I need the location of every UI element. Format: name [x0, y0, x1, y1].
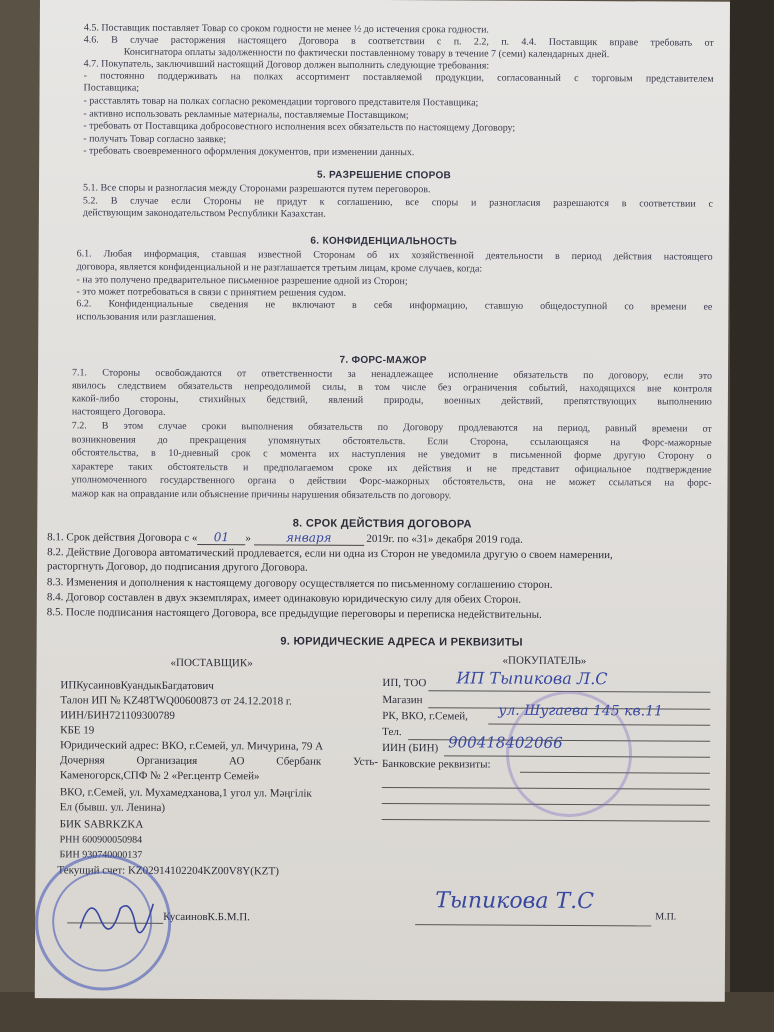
buyer-tel-label: Тел. [382, 725, 402, 739]
clause-4-6-cont: Консигнатора оплаты задолженности по фактически поставленному товару в течение 7 (семи) календарных дней. [123, 46, 610, 61]
buyer-iin-value: 900418402066 [448, 733, 563, 752]
clause-5-2-cont: действующим законодательством Республики Казахстан. [82, 207, 326, 220]
clause-4-6: 4.6. В случае расторжения настоящего Договора в соответствии с п. 2.2, п. 4.4. Поставщик вправе требовать от [83, 34, 714, 49]
force-majeure-line-6: возникновения до прекращения упомянутых обстоятельств. Если Сторона, ссылающаяся на Форс-мажорные [71, 434, 712, 449]
supplier-signer: КусаиновК.Б.М.П. [163, 910, 250, 924]
supplier-name: ИПКусаиновКуандыкБагдатович [60, 679, 214, 693]
clause-8-5: 8.5. После подписания настоящего Договора, все предыдущие переговоры и переписка недействительны. [46, 606, 542, 621]
bullet-4: - требовать от Поставщика добросовестного исполнения всех обязательств по настоящему Договору; [83, 120, 516, 134]
clause-5-2: 5.2. В случае если Стороны не придут к соглашению, все споры и разногласия разрешаются в соответствии с [82, 195, 713, 210]
section-8-title: 8. СРОК ДЕЙСТВИЯ ДОГОВОРА [292, 517, 472, 531]
supplier-bank: Дочерняя Организация АО Сбербанк Усть- [59, 754, 379, 768]
clause-6-2-cont: использования или разглашения. [76, 311, 217, 324]
buyer-bank-line-4 [382, 819, 710, 822]
clause-8-2-cont: расторгнуть Договор, до подписания другого Договора. [46, 560, 308, 574]
buyer-signature: Тыпикова Т.С [435, 888, 595, 915]
bullet-6: - требовать своевременного оформления документов, при изменении данных. [83, 145, 415, 159]
supplier-bik: БИК SABRKZKA [59, 818, 144, 831]
clause-8-3: 8.3. Изменения и дополнения к настоящему договору осуществляется по письменному соглашению сторон. [46, 576, 553, 591]
force-majeure-line-1: 7.1. Стороны освобождаются от ответственности за ненадлежащее исполнение обязательств по договору, если это [72, 367, 713, 382]
supplier-bank-address: ВКО, г.Семей, ул. Мухамедханова,1 угол ул. Мәңгілік [59, 786, 312, 800]
supplier-address: Юридический адрес: ВКО, г.Семей, ул. Мичурина, 79 А [60, 739, 324, 753]
clause-4-7: 4.7. Покупатель, заключивший настоящий Договор должен выполнить следующие требования: [83, 58, 490, 72]
supplier-bank-address-cont: Ел (бывш. ул. Ленина) [59, 801, 166, 814]
section-5-title: 5. РАЗРЕШЕНИЕ СПОРОВ [317, 169, 452, 182]
background-right [730, 0, 774, 1032]
section-9-title: 9. ЮРИДИЧЕСКИЕ АДРЕСА И РЕКВИЗИТЫ [280, 635, 523, 649]
bullet-3: - активно использовать рекламные материалы, поставляемые Поставщиком; [83, 108, 409, 122]
force-majeure-line-3: какой-либо стороны, стихийных бедствий, явлений природы, военных действий, препятствующих выполнению [71, 393, 712, 408]
supplier-iin: ИИН/БИН721109300789 [60, 709, 175, 722]
force-majeure-line-5: 7.2. В этом случае сроки выполнения обязательств по Договору продлеваются на период, равный времени от [71, 420, 712, 435]
buyer-stamp [506, 691, 633, 818]
supplier-signature [75, 888, 155, 938]
clause-6-1: 6.1. Любая информация, ставшая известной Сторонам об их хозяйственной деятельности в период действия настоящего [76, 248, 713, 263]
clause-6-2: 6.2. Конфиденциальные сведения не включают в себя информацию, ставшую общедоступной со времени ее [76, 298, 713, 313]
bullet-2: - расставлять товар на полках согласно рекомендации торгового представителя Поставщика; [83, 95, 479, 109]
clause-8-1 [47, 530, 711, 547]
term-suffix: 2019г. по «31» декабря 2019 года. [366, 532, 523, 546]
clause-8-2: 8.2. Действие Договора автоматический продлевается, если ни одна из Сторон не уведомила другую о своем намерении, [47, 546, 613, 562]
supplier-rnn: РНН 600900050984 [59, 834, 143, 846]
term-prefix: 8.1. Срок действия Договора с « [47, 531, 198, 545]
bullet-5: - получать Товар согласно заявке; [83, 133, 227, 146]
buyer-mp: М.П. [655, 911, 677, 923]
supplier-bank-cont: Каменогорск,СПФ № 2 «Рег.центр Семей» [59, 769, 260, 783]
clause-8-4: 8.4. Договор составлен в двух экземплярах, имеет одинаковую юридическую силу для обеих Сторон. [46, 591, 522, 606]
buyer-rk-value: ул. Шугаева 145 кв.11 [498, 702, 663, 720]
handwritten-month: января [285, 530, 332, 545]
force-majeure-line-7: обстоятельства, в 10-дневный срок с момента их наступления не уведомит в письменной форме другую Сторону о [71, 447, 712, 462]
buyer-rk-label: РК, ВКО, г.Семей, [382, 709, 468, 723]
section-6-title: 6. КОНФИДЕНЦИАЛЬНОСТЬ [310, 235, 458, 248]
clause-6-1-cont: договора, является конфиденциальной и не разглашается третьим лицам, кроме случаев, когда: [76, 261, 483, 275]
supplier-talon: Талон ИП № KZ48TWQ00600873 от 24.12.2018 г. [60, 694, 292, 708]
bullet-1: - постоянно поддерживать на полках ассортимент поставляемой продукции, согласованный с торговым представителем [83, 70, 714, 85]
section-7-title: 7. ФОРС-МАЖОР [339, 354, 427, 367]
force-majeure-line-10: мажор как на оправдание или объяснение причины нарушения обязательств по договору. [71, 488, 452, 502]
bullet-6-a: - на это получено предварительное письменное разрешение одной из Сторон; [76, 274, 408, 288]
bullet-6-b: - это может потребоваться в связи с принятием решения судом. [76, 286, 347, 299]
buyer-iin-label: ИИН (БИН) [382, 741, 439, 755]
buyer-ip-label: ИП, ТОО [382, 676, 427, 690]
buyer-signature-line [415, 924, 651, 926]
supplier-bin: БИН 930740000137 [59, 849, 143, 861]
buyer-bank-label: Банковские реквизиты: [381, 757, 491, 771]
force-majeure-line-2: явилось следствием обязательств непреодолимой силы, в том числе без ограничения событий, находящихся вне контроля [71, 380, 712, 395]
buyer-header: «ПОКУПАТЕЛЬ» [502, 654, 587, 668]
buyer-shop-label: Магазин [382, 693, 423, 707]
clause-4-5: 4.5. Поставщик поставляет Товар со сроком годности не менее ½ до истечения срока годности. [83, 22, 489, 36]
force-majeure-line-9: уполномоченного государственного органа о действии Форс-мажорных обстоятельств, она не может ссылаться на форс- [71, 474, 712, 489]
buyer-ip-value: ИП Тыпикова Л.С [456, 668, 608, 689]
supplier-header: «ПОСТАВЩИК» [170, 656, 253, 670]
force-majeure-line-4: настоящего Договора. [71, 406, 166, 418]
bullet-1-cont: Поставщика; [83, 82, 140, 94]
term-mid: » [245, 532, 251, 545]
supplier-kbe: КБЕ 19 [60, 724, 95, 737]
clause-5-1: 5.1. Все споры и разногласия между Сторонами разрешаются путем переговоров. [82, 182, 431, 196]
supplier-account: Текущий счет: KZ02914102204KZ00V8Y(KZT) [57, 864, 279, 878]
contract-page [35, 0, 730, 1002]
force-majeure-line-8: характере таких обстоятельств и предполагаемом сроке их действия и не представит официальное подтверждение [71, 461, 712, 476]
handwritten-day: 01 [213, 530, 230, 545]
